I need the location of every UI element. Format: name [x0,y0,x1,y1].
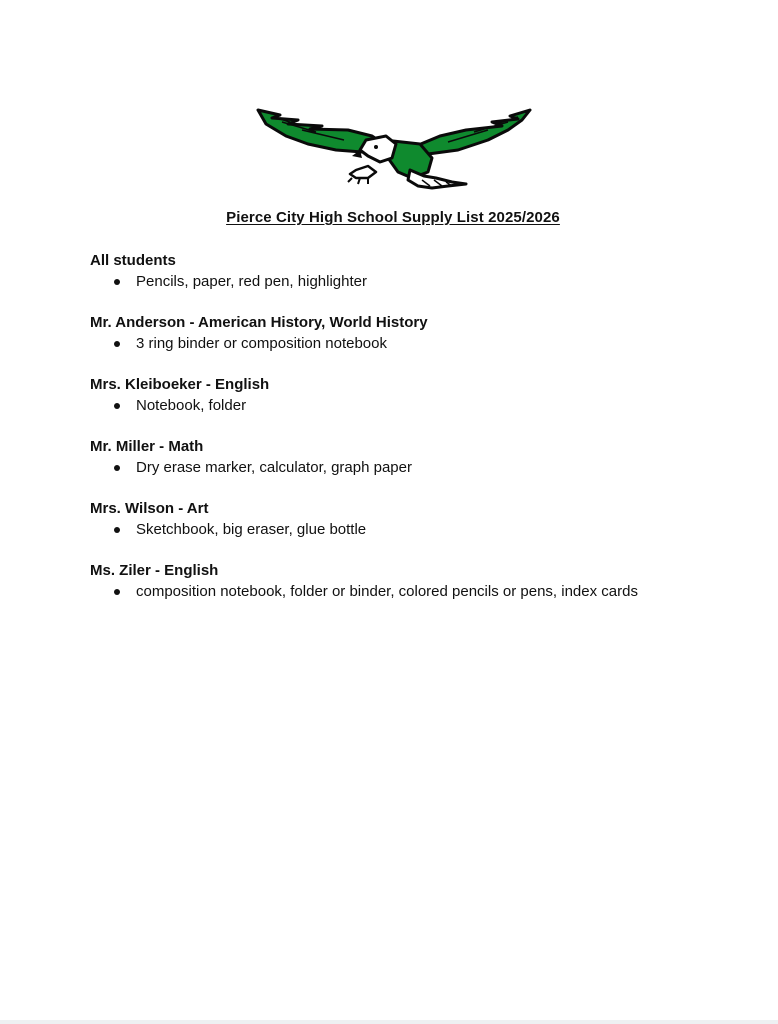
section-heading: Mrs. Kleiboeker - English [90,376,270,393]
list-item-text: composition notebook, folder or binder, colored pencils or pens, index cards [136,583,638,600]
list-item [90,397,730,415]
bullet-icon [114,279,120,285]
supply-section [90,562,730,624]
list-item-text: Dry erase marker, calculator, graph paper [136,459,412,476]
section-heading: Mr. Anderson - American History, World History [90,314,428,331]
section-item-list [90,273,730,291]
bullet-icon [114,465,120,471]
section-heading: Mr. Miller - Math [90,438,204,455]
section-item-list [90,335,730,353]
bullet-icon [114,403,120,409]
document-title: Pierce City High School Supply List 2025/2026 [226,209,560,226]
supply-section [90,438,730,500]
eagle-logo-icon [252,100,536,190]
section-heading: All students [90,252,176,269]
section-heading: Mrs. Wilson - Art [90,500,209,517]
supply-sections [90,252,730,624]
list-item [90,459,730,477]
list-item [90,273,730,291]
list-item-text: Pencils, paper, red pen, highlighter [136,273,367,290]
section-item-list [90,397,730,415]
supply-section [90,500,730,562]
bullet-icon [114,589,120,595]
section-heading: Ms. Ziler - English [90,562,219,579]
list-item-text: 3 ring binder or composition notebook [136,335,387,352]
section-item-list [90,521,730,539]
section-item-list [90,583,730,601]
bullet-icon [114,341,120,347]
bullet-icon [114,527,120,533]
supply-section [90,376,730,438]
section-item-list [90,459,730,477]
list-item-text: Sketchbook, big eraser, glue bottle [136,521,367,538]
supply-section [90,252,730,314]
page-bottom-edge [0,1020,778,1024]
list-item [90,583,730,601]
list-item [90,521,730,539]
list-item-text: Notebook, folder [136,397,247,414]
list-item [90,335,730,353]
supply-section [90,314,730,376]
